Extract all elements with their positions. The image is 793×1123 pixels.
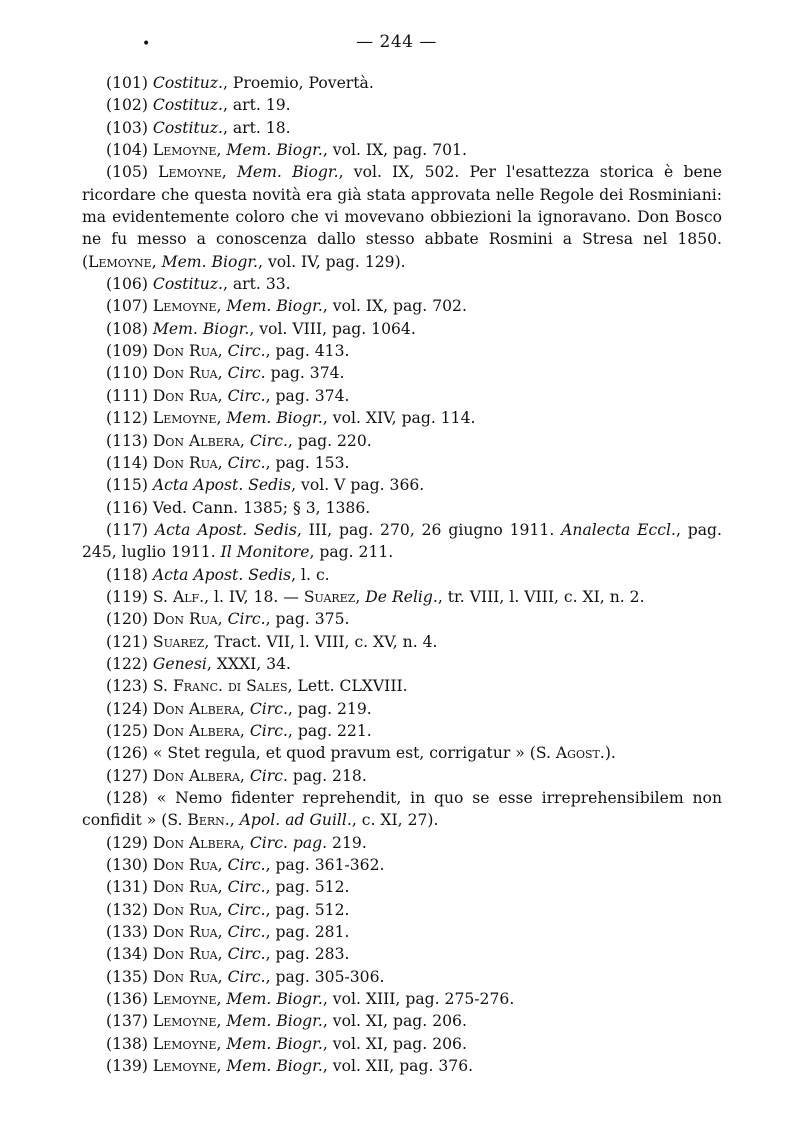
endnote-number: (135) (106, 967, 148, 986)
endnote-number: (120) (106, 610, 148, 629)
endnote-text: Costituz., Proemio, Povertà. (152, 74, 374, 92)
endnote (82, 854, 722, 876)
endnote-text: Don Rua, Circ., pag. 281. (152, 923, 350, 942)
endnote-number: (115) (106, 476, 148, 495)
endnote (82, 117, 722, 139)
endnote-number: (122) (106, 654, 148, 673)
endnote-number: (107) (106, 297, 148, 316)
endnote-text: Don Rua, Circ., pag. 374. (152, 386, 350, 405)
endnote-text: Ved. Cann. 1385; § 3, 1386. (152, 498, 371, 517)
endnote (82, 631, 722, 653)
endnote-number: (127) (106, 766, 148, 785)
endnote (82, 765, 722, 787)
endnote-text: S. Franc. di Sales, Lett. CLXVIII. (152, 677, 408, 696)
endnote-text: Lemoyne, Mem. Biogr., vol. XIV, pag. 114. (152, 409, 476, 428)
endnote-text: Lemoyne, Mem. Biogr., vol. XI, pag. 206. (152, 1012, 467, 1031)
endnote-text: « Stet regula, et quod pravum est, corrigatur » (S. Agost.). (152, 744, 616, 763)
endnote-text: Mem. Biogr., vol. VIII, pag. 1064. (152, 319, 416, 338)
endnote (82, 988, 722, 1010)
endnote-number: (105) (106, 163, 148, 182)
endnote-number: (139) (106, 1057, 148, 1076)
endnote (82, 698, 722, 720)
endnote-number: (126) (106, 744, 148, 763)
stray-mark: • (142, 36, 151, 52)
endnote (82, 1010, 722, 1032)
endnote-text: Lemoyne, Mem. Biogr., vol. IX, pag. 701. (152, 141, 467, 160)
endnote-number: (131) (106, 878, 148, 897)
endnote (82, 608, 722, 630)
endnote-text: Don Rua, Circ., pag. 283. (152, 945, 350, 964)
endnote-number: (133) (106, 923, 148, 942)
endnote-text: Acta Apost. Sedis, l. c. (152, 565, 330, 584)
endnote (82, 787, 722, 832)
endnote-text: Don Albera, Circ. pag. 219. (152, 833, 367, 852)
endnote (82, 273, 722, 295)
endnote-text: Don Rua, Circ., pag. 512. (152, 900, 350, 919)
endnote (82, 340, 722, 362)
endnote (82, 832, 722, 854)
endnote (82, 94, 722, 116)
endnote-number: (132) (106, 900, 148, 919)
endnote-text: Lemoyne, Mem. Biogr., vol. XII, pag. 376. (152, 1057, 474, 1076)
endnote-text: « Nemo fidenter reprehendit, in quo se esse irreprehensibilem non confidit » (S. Bern., Apol. ad Guill., c. XI, 27). (82, 789, 722, 830)
endnote-number: (104) (106, 141, 148, 160)
endnote-text: Suarez, Tract. VII, l. VIII, c. XV, n. 4. (152, 632, 438, 651)
endnote-number: (110) (106, 364, 148, 383)
endnote-text: Genesi, XXXI, 34. (152, 654, 291, 673)
endnote (82, 318, 722, 340)
endnote-number: (124) (106, 699, 148, 718)
endnote-number: (137) (106, 1012, 148, 1031)
endnote-text: Lemoyne, Mem. Biogr., vol. IX, 502. Per l'esattezza storica è bene ricordare che questa novità era già stata approvata nelle Regole dei Rosminiani: ma evidentemente coloro che vi movevano obbiezioni la ignoravano. Don Bosco ne fu messo a conoscenza dallo stesso abbate Rosmini a Stresa nel 1850. (Lemoyne, Mem. Biogr., vol. IV, pag. 129). (82, 163, 722, 271)
endnote (82, 1055, 722, 1077)
endnote (82, 966, 722, 988)
endnote-number: (125) (106, 721, 148, 740)
endnote-text: Don Albera, Circ. pag. 218. (152, 766, 367, 785)
endnote (82, 474, 722, 496)
endnote-number: (121) (106, 632, 148, 651)
endnote-text: Costituz., art. 33. (152, 275, 291, 294)
endnote-text: Don Rua, Circ., pag. 413. (152, 342, 350, 361)
endnote-text: S. Alf., l. IV, 18. — Suarez, De Relig., tr. VIII, l. VIII, c. XI, n. 2. (152, 587, 645, 606)
endnote (82, 407, 722, 429)
endnote (82, 497, 722, 519)
endnote-text: Costituz., art. 18. (152, 118, 291, 137)
endnote (82, 519, 722, 564)
endnote (82, 742, 722, 764)
endnote (82, 564, 722, 586)
endnote-text: Acta Apost. Sedis, vol. V pag. 366. (152, 476, 425, 495)
page-number: — 244 — (356, 32, 437, 52)
endnote (82, 452, 722, 474)
endnote (82, 385, 722, 407)
endnote-text: Costituz., art. 19. (152, 96, 291, 115)
endnote-number: (136) (106, 990, 148, 1009)
endnote-number: (108) (106, 319, 148, 338)
endnote-text: Don Rua, Circ., pag. 153. (152, 453, 350, 472)
endnote-number: (128) (106, 789, 148, 807)
endnote-text: Don Albera, Circ., pag. 219. (152, 699, 372, 718)
endnote-number: (113) (106, 431, 148, 450)
endnote-text: Don Rua, Circ., pag. 361-362. (152, 856, 385, 875)
endnote (82, 430, 722, 452)
endnote-number: (118) (106, 565, 148, 584)
endnote-text: Lemoyne, Mem. Biogr., vol. IX, pag. 702. (152, 297, 467, 316)
endnote-text: Don Rua, Circ., pag. 305-306. (152, 967, 385, 986)
endnote-number: (112) (106, 409, 148, 428)
endnote-number: (123) (106, 677, 148, 696)
endnote-text: Don Albera, Circ., pag. 221. (152, 721, 372, 740)
endnote (82, 362, 722, 384)
endnote (82, 899, 722, 921)
endnote-number: (111) (106, 386, 148, 405)
endnote (82, 943, 722, 965)
endnote-text: Lemoyne, Mem. Biogr., vol. XI, pag. 206. (152, 1034, 467, 1053)
endnote-text: Acta Apost. Sedis, III, pag. 270, 26 giugno 1911. Analecta Eccl., pag. 245, luglio 1911. Il Monitore, pag. 211. (82, 520, 722, 562)
endnote (82, 921, 722, 943)
endnote-number: (109) (106, 342, 148, 361)
endnote-text: Don Rua, Circ. pag. 374. (152, 364, 345, 383)
endnote (82, 653, 722, 675)
endnote (82, 139, 722, 161)
endnote (82, 72, 722, 94)
endnote (82, 1033, 722, 1055)
endnote-number: (130) (106, 856, 148, 875)
endnote-number: (114) (106, 453, 148, 472)
endnote-text: Don Rua, Circ., pag. 375. (152, 610, 350, 629)
endnote-number: (106) (106, 275, 148, 294)
endnote-number: (116) (106, 498, 148, 517)
endnote (82, 876, 722, 898)
endnote-number: (119) (106, 587, 148, 606)
endnote-number: (129) (106, 833, 148, 852)
endnote (82, 675, 722, 697)
endnotes-list (82, 72, 722, 1077)
endnote-text: Don Rua, Circ., pag. 512. (152, 878, 350, 897)
endnote (82, 586, 722, 608)
endnote-number: (103) (106, 118, 148, 137)
endnote (82, 295, 722, 317)
endnote-number: (101) (106, 74, 148, 92)
endnote (82, 720, 722, 742)
endnote-number: (134) (106, 945, 148, 964)
endnote-number: (117) (106, 520, 148, 539)
endnote-text: Lemoyne, Mem. Biogr., vol. XIII, pag. 275-276. (152, 990, 515, 1009)
endnote-number: (138) (106, 1034, 148, 1053)
endnote (82, 161, 722, 273)
endnote-text: Don Albera, Circ., pag. 220. (152, 431, 372, 450)
endnote-number: (102) (106, 96, 148, 115)
